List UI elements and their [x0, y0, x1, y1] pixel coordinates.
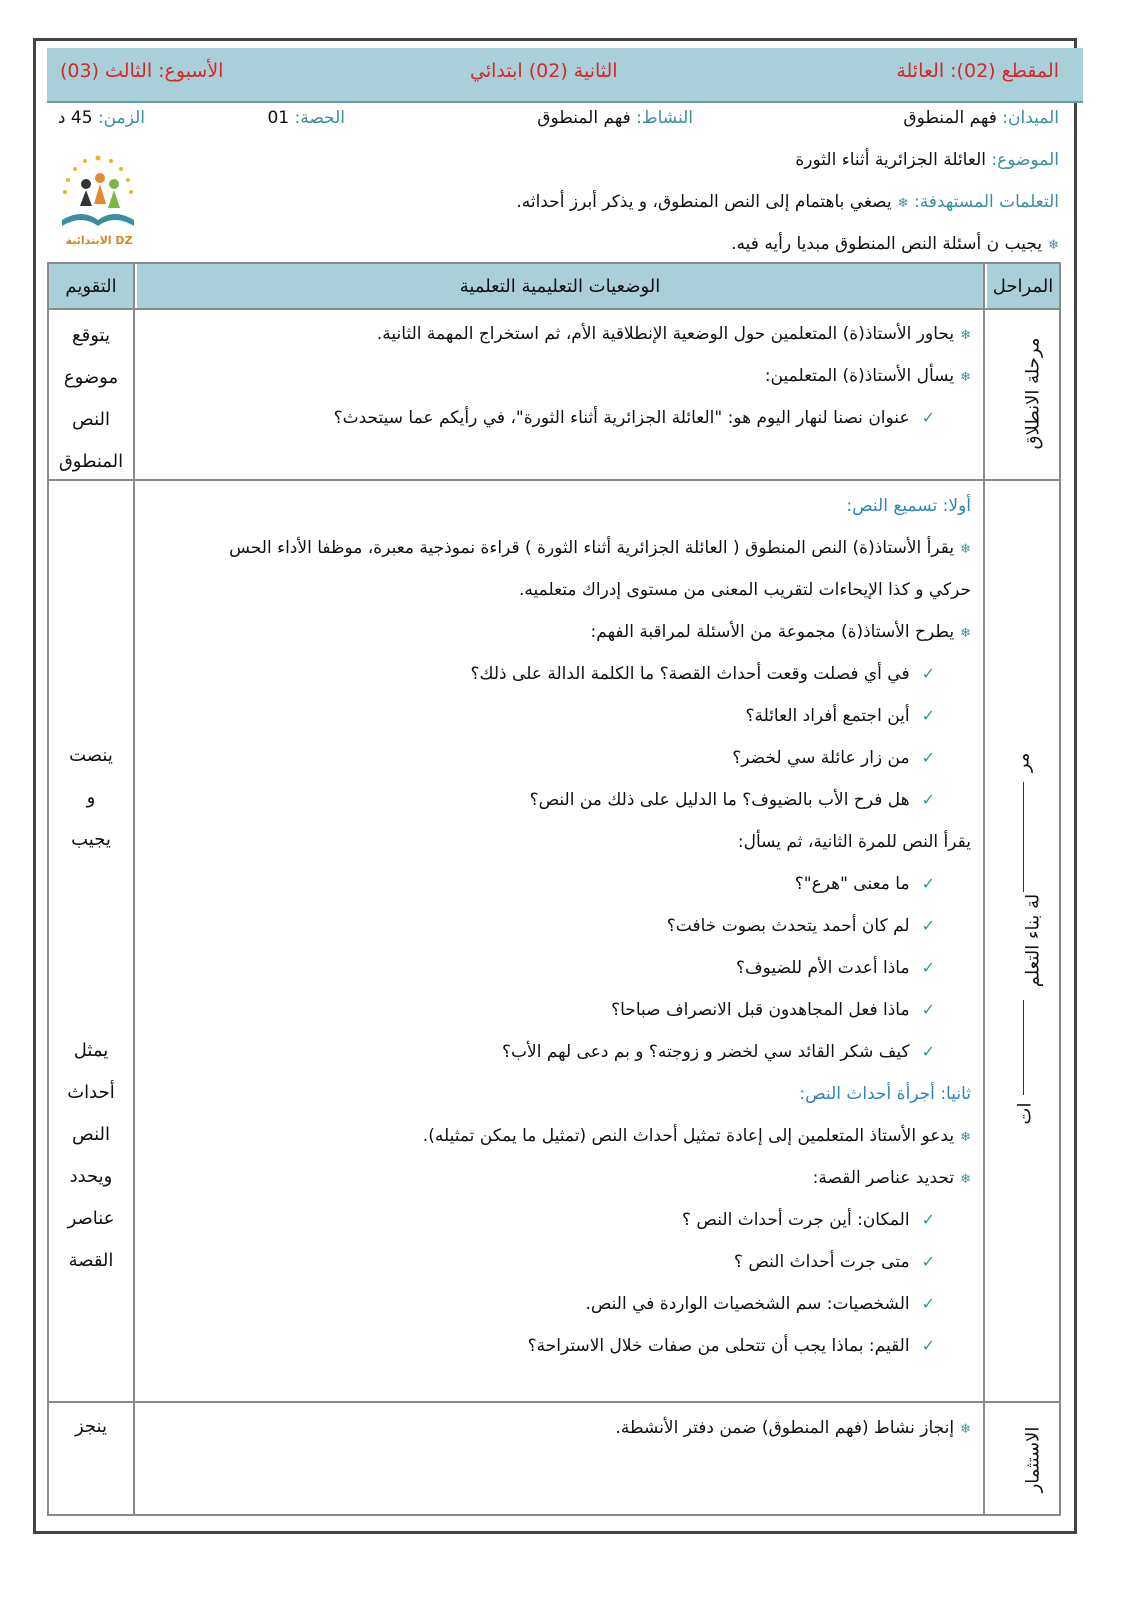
field-row — [903, 108, 1059, 128]
launch-eval: يتوقع موضوع النص المنطوق — [58, 325, 124, 472]
field-value: فهم المنطوق — [903, 108, 997, 128]
col-eval-header: التقويم — [49, 264, 133, 310]
topic-label: الموضوع: — [991, 150, 1059, 170]
col-situations-header: الوضعيات التعليمية التعلمية — [137, 264, 983, 310]
session-row — [267, 108, 345, 128]
activity-row — [537, 108, 693, 128]
build-para-3: يقرأ النص للمرة الثانية، ثم يسأل: — [737, 832, 971, 852]
build-para-2: ❄يطرح الأستاذ(ة) مجموعة من الأسئلة لمراقبة الفهم: — [590, 622, 971, 642]
invest-eval: ينجز — [75, 1416, 107, 1437]
check-icon: ✓ — [921, 1000, 935, 1019]
time-value: 45 د — [57, 108, 93, 128]
topic-row — [795, 150, 1059, 170]
invest-line-1: ❄إنجاز نشاط (فهم المنطوق) ضمن دفتر الأنشطة. — [615, 1418, 971, 1438]
stage-launch: مرحلة الانطلاق — [1022, 337, 1044, 450]
session-value: 01 — [267, 108, 290, 128]
question-1: ✓في أي فصلت وقعت أحداث القصة؟ ما الكلمة الدالة على ذلك؟ — [470, 664, 935, 684]
launch-line-3: ✓عنوان نصنا لنهار اليوم هو: "العائلة الجزائرية أثناء الثورة"، في رأيكم عما سيتحدث؟ — [333, 408, 935, 428]
snowflake-icon: ❄ — [960, 542, 971, 557]
col-divider — [983, 262, 985, 1516]
snowflake-icon: ❄ — [960, 626, 971, 641]
snowflake-icon: ❄ — [960, 328, 971, 343]
segment-title: المقطع (02): العائلة — [896, 60, 1059, 82]
question-2: ✓أين اجتمع أفراد العائلة؟ — [745, 706, 935, 726]
build-eval-2: يمثل أحداث النص ويحدد عناصر القصة — [67, 1040, 115, 1271]
snowflake-icon: ❄ — [960, 1422, 971, 1437]
check-icon: ✓ — [921, 1210, 935, 1229]
check-icon: ✓ — [921, 664, 935, 683]
targets-label: التعلمات المستهدفة: — [913, 192, 1059, 212]
check-icon: ✓ — [921, 958, 935, 977]
school-logo — [52, 150, 144, 254]
target-1: يصغي باهتمام إلى النص المنطوق، و يذكر أبرز أحداثه. — [516, 192, 892, 212]
check-icon: ✓ — [921, 874, 935, 893]
build-para-5: ❄تحديد عناصر القصة: — [812, 1168, 971, 1188]
question-5: ✓ما معنى "هرع"؟ — [794, 874, 935, 894]
logo-text: الابتدائية DZ — [65, 234, 133, 247]
build-para-1a: ❄يقرأ الأستاذ(ة) النص المنطوق ( العائلة الجزائرية أثناء الثورة ) قراءة نموذجية معبرة، موظفا الأداء الحس — [229, 538, 971, 558]
check-icon: ✓ — [921, 916, 935, 935]
row-divider — [47, 308, 1061, 310]
session-label: الحصة: — [294, 108, 345, 128]
snowflake-icon: ❄ — [1048, 238, 1059, 253]
check-icon: ✓ — [921, 790, 935, 809]
build-heading-2: ثانيا: أجرأة أحداث النص: — [799, 1084, 971, 1104]
col-stages-header: المراحل — [987, 264, 1059, 310]
stage-invest: الاستثمار — [1022, 1426, 1044, 1493]
time-row — [58, 108, 145, 128]
stage-build-part-a: مر — [1012, 752, 1034, 773]
question-12: ✓الشخصيات: سم الشخصيات الواردة في النص. — [585, 1294, 935, 1314]
question-6: ✓لم كان أحمد يتحدث بصوت خافت؟ — [666, 916, 935, 936]
snowflake-icon: ❄ — [960, 1130, 971, 1145]
time-label: الزمن: — [97, 108, 145, 128]
col-divider — [133, 262, 135, 1516]
target-2: يجيب ن أسئلة النص المنطوق مبديا رأيه فيه. — [731, 234, 1043, 254]
snowflake-icon: ❄ — [897, 196, 909, 211]
activity-value: فهم المنطوق — [537, 108, 631, 128]
question-8: ✓ماذا فعل المجاهدون قبل الانصراف صباحا؟ — [611, 1000, 935, 1020]
launch-line-1: ❄يحاور الأستاذ(ة) المتعلمين حول الوضعية الإنطلاقية الأم، ثم استخراج المهمة الثانية. — [376, 324, 971, 344]
check-icon: ✓ — [921, 1294, 935, 1313]
build-heading-1: أولا: تسميع النص: — [846, 496, 971, 516]
grade-title: الثانية (02) ابتدائي — [470, 60, 618, 82]
row-divider — [47, 1401, 1061, 1403]
question-4: ✓هل فرح الأب بالضيوف؟ ما الدليل على ذلك من النص؟ — [529, 790, 935, 810]
question-10: ✓المكان: أين جرت أحداث النص ؟ — [682, 1210, 935, 1230]
snowflake-icon: ❄ — [960, 1172, 971, 1187]
check-icon: ✓ — [921, 1252, 935, 1271]
check-icon: ✓ — [921, 748, 935, 767]
activity-label: النشاط: — [636, 108, 693, 128]
targets-row — [516, 192, 1059, 212]
check-icon: ✓ — [921, 1042, 935, 1061]
topic-value: العائلة الجزائرية أثناء الثورة — [795, 150, 986, 170]
build-eval-1: ينصت و يجيب — [69, 745, 113, 850]
check-icon: ✓ — [921, 1336, 935, 1355]
question-11: ✓متى جرت أحداث النص ؟ — [733, 1252, 935, 1272]
question-7: ✓ماذا أعدت الأم للضيوف؟ — [735, 958, 935, 978]
check-icon: ✓ — [921, 706, 935, 725]
stage-build-part-b: لة بناء التعلم — [1022, 893, 1044, 988]
stage-build-line — [1023, 1000, 1024, 1095]
week-title: الأسبوع: الثالث (03) — [60, 60, 224, 82]
question-3: ✓من زار عائلة سي لخضر؟ — [732, 748, 935, 768]
check-icon: ✓ — [921, 408, 935, 427]
stage-build-part-c: ات — [1014, 1102, 1036, 1125]
target-2-row — [731, 234, 1059, 254]
build-para-1b: حركي و كذا الإيحاءات لتقريب المعنى من مستوى إدراك متعلميه. — [518, 580, 971, 600]
question-13: ✓القيم: بماذا يجب أن تتحلى من صفات خلال الاستراحة؟ — [527, 1336, 935, 1356]
snowflake-icon: ❄ — [960, 370, 971, 385]
launch-line-2: ❄يسأل الأستاذ(ة) المتعلمين: — [764, 366, 971, 386]
build-para-4: ❄يدعو الأستاذ المتعلمين إلى إعادة تمثيل أحداث النص (تمثيل ما يمكن تمثيله). — [422, 1126, 971, 1146]
question-9: ✓كيف شكر القائد سي لخضر و زوجته؟ و بم دعى لهم الأب؟ — [501, 1042, 935, 1062]
field-label: الميدان: — [1002, 108, 1059, 128]
row-divider — [47, 479, 1061, 481]
